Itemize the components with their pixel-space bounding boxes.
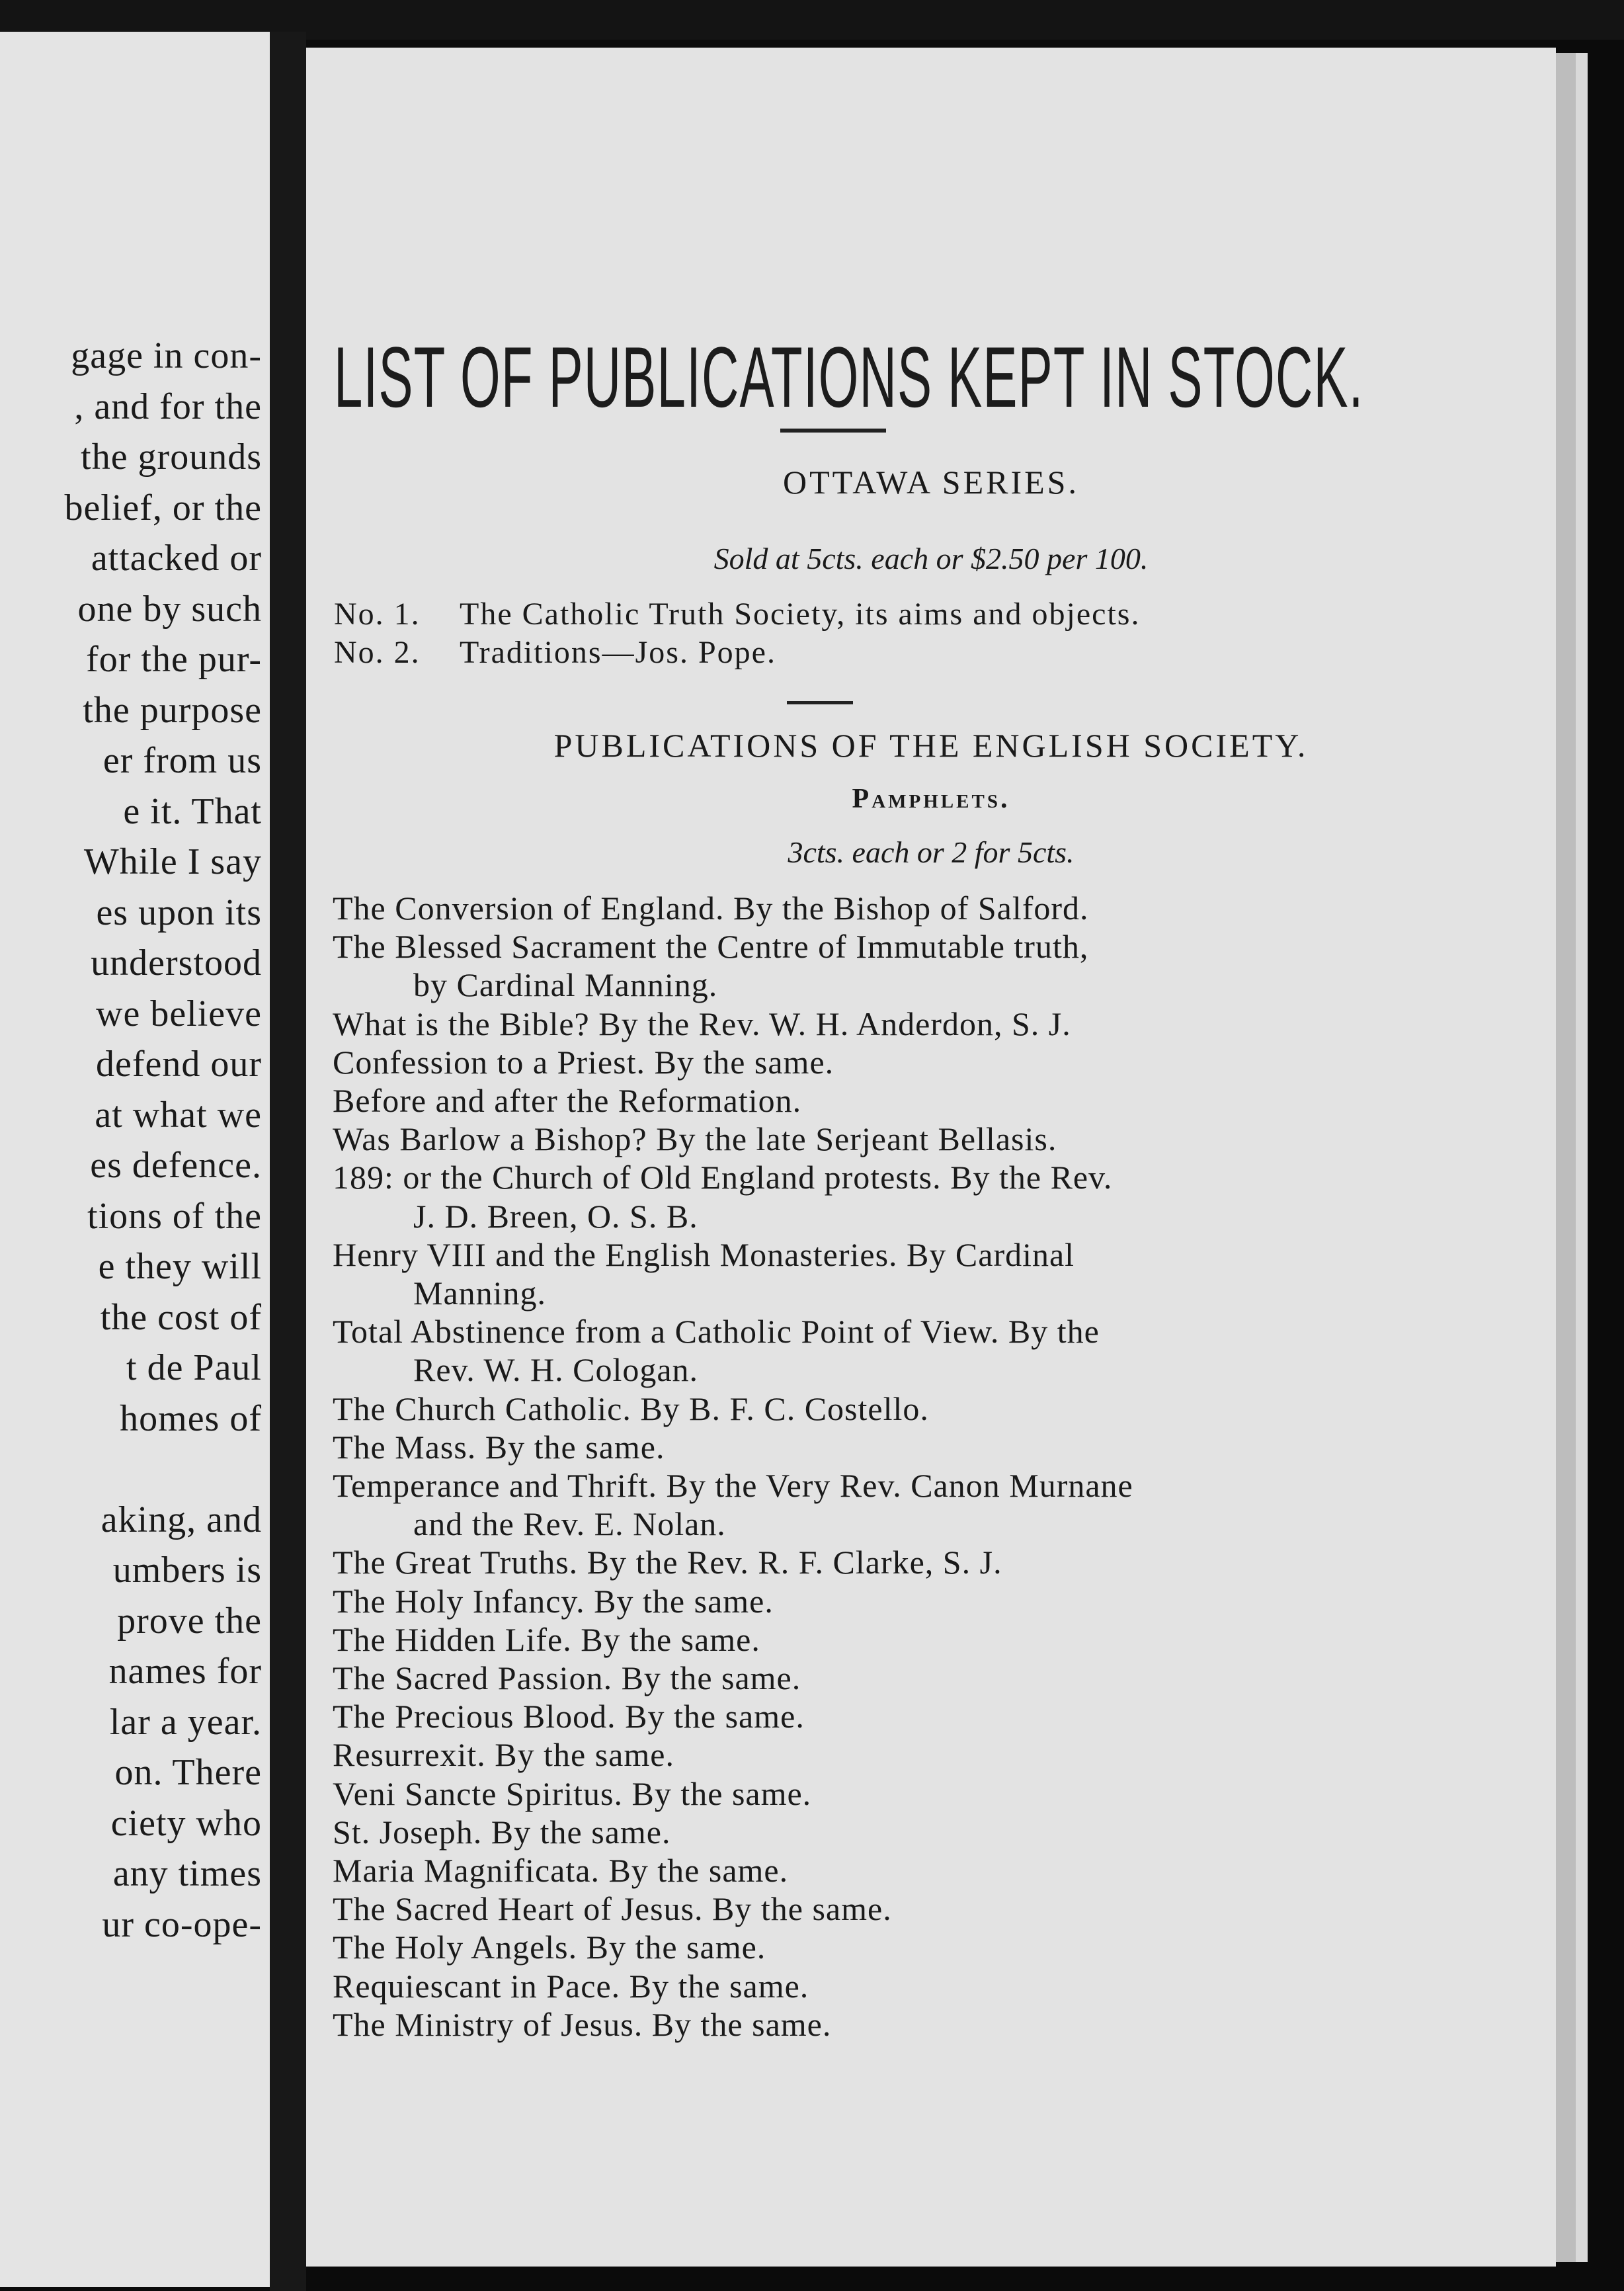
publication-line: The Great Truths. By the Rev. R. F. Clarke, S. J. [333, 1544, 1002, 1581]
page-edge-shadow [1556, 53, 1576, 2262]
left-page-line: tions of the [87, 1195, 262, 1237]
left-page-line: lar a year. [109, 1701, 262, 1743]
english-society-heading: PUBLICATIONS OF THE ENGLISH SOCIETY. [553, 727, 1309, 764]
publication-line: The Precious Blood. By the same. [333, 1698, 805, 1735]
left-page-line: gage in con- [71, 335, 262, 376]
publication-list [333, 889, 1338, 2044]
left-page-line: ciety who [110, 1802, 262, 1844]
publication-line: J. D. Breen, O. S. B. [413, 1197, 698, 1235]
left-page-line: the grounds [81, 437, 262, 478]
ottawa-series-heading: OTTAWA SERIES. [783, 464, 1079, 501]
left-page-line: defend our [95, 1044, 262, 1085]
item-title: The Catholic Truth Society, its aims and objects. [460, 597, 1141, 632]
publication-line: Requiescant in Pace. By the same. [333, 1967, 809, 2005]
page-title: LIST OF PUBLICATIONS KEPT IN STOCK. [334, 329, 1364, 425]
publication-line: The Holy Infancy. By the same. [333, 1582, 774, 1620]
publication-line: Total Abstinence from a Catholic Point of View. By the [333, 1313, 1100, 1351]
left-page-line: , and for the [74, 386, 262, 427]
left-page-line: belief, or the [64, 487, 262, 528]
publication-line: Was Barlow a Bishop? By the late Serjeant Bellasis. [333, 1120, 1057, 1158]
left-page-line: es defence. [90, 1145, 262, 1186]
left-page-line: es upon its [96, 892, 262, 933]
publication-line: Maria Magnificata. By the same. [333, 1852, 789, 1890]
left-page-line: the purpose [83, 689, 262, 731]
publication-line: Confession to a Priest. By the same. [333, 1043, 834, 1081]
publication-line: 189: or the Church of Old England protests. By the Rev. [333, 1159, 1113, 1196]
left-page-line: t de Paul [126, 1347, 262, 1388]
item-title: Traditions—Jos. Pope. [460, 635, 776, 670]
publication-line: The Hidden Life. By the same. [333, 1620, 760, 1658]
left-page-line: homes of [120, 1397, 262, 1439]
publication-line: Rev. W. H. Cologan. [413, 1351, 699, 1389]
ottawa-item [334, 634, 1458, 672]
left-page-line: understood [91, 942, 262, 983]
left-page-text [0, 331, 262, 1950]
publication-line: St. Joseph. By the same. [333, 1813, 671, 1851]
publication-line: The Blessed Sacrament the Centre of Immutable truth, [333, 928, 1089, 966]
left-page-line: ur co-ope- [102, 1903, 262, 1945]
left-page-line: While I say [83, 841, 262, 882]
left-page-line [0, 1444, 262, 1495]
left-page-fragment [0, 32, 270, 2287]
publication-line: The Ministry of Jesus. By the same. [333, 2005, 832, 2043]
publication-line: Resurrexit. By the same. [333, 1736, 674, 1774]
publication-line: by Cardinal Manning. [413, 966, 718, 1004]
left-page-line: one by such [77, 588, 262, 630]
left-page-line: names for [108, 1651, 262, 1692]
left-page-line: the cost of [100, 1296, 262, 1338]
publication-line: The Mass. By the same. [333, 1428, 665, 1466]
ottawa-item [334, 595, 1458, 634]
publication-line: What is the Bible? By the Rev. W. H. Anderdon, S. J. [333, 1005, 1071, 1042]
ottawa-price: Sold at 5cts. each or $2.50 per 100. [713, 542, 1149, 575]
publication-line: Before and after the Reformation. [333, 1082, 802, 1120]
publication-line: The Holy Angels. By the same. [333, 1929, 766, 1966]
left-page-line: umbers is [112, 1550, 262, 1591]
left-page-line: prove the [117, 1600, 262, 1642]
left-page-line: e it. That [123, 790, 262, 832]
pamphlets-subheading: Pamphlets. [852, 784, 1010, 814]
left-page-line: for the pur- [86, 639, 262, 680]
page-edge [1576, 53, 1588, 2262]
publication-line: Henry VIII and the English Monasteries. By Cardinal [333, 1235, 1075, 1273]
left-page-line: attacked or [91, 538, 262, 579]
title-rule [780, 429, 886, 433]
left-page-line: aking, and [101, 1499, 262, 1540]
item-number: No. 1. [334, 597, 421, 632]
item-number: No. 2. [334, 635, 421, 670]
left-page-line: on. There [114, 1752, 262, 1793]
publication-line: Veni Sancte Spiritus. By the same. [333, 1774, 812, 1812]
ottawa-list [334, 595, 1458, 672]
publication-line: Manning. [413, 1274, 547, 1312]
publication-line: The Sacred Heart of Jesus. By the same. [333, 1890, 892, 1928]
left-page-line: any times [112, 1853, 262, 1894]
left-page-line: e they will [98, 1246, 262, 1287]
left-page-line: er from us [102, 740, 262, 781]
left-page-line: at what we [95, 1094, 262, 1136]
publication-line: The Church Catholic. By B. F. C. Costello. [333, 1390, 929, 1427]
publication-line: and the Rev. E. Nolan. [413, 1505, 726, 1543]
book-gutter [270, 32, 306, 2291]
publication-line: The Conversion of England. By the Bishop of Salford. [333, 890, 1089, 927]
pamphlets-price: 3cts. each or 2 for 5cts. [788, 835, 1075, 869]
publication-line: Temperance and Thrift. By the Very Rev. Canon Murnane [333, 1467, 1133, 1505]
section-rule [787, 701, 853, 704]
left-page-line: we believe [96, 993, 262, 1034]
publication-line: The Sacred Passion. By the same. [333, 1659, 801, 1697]
